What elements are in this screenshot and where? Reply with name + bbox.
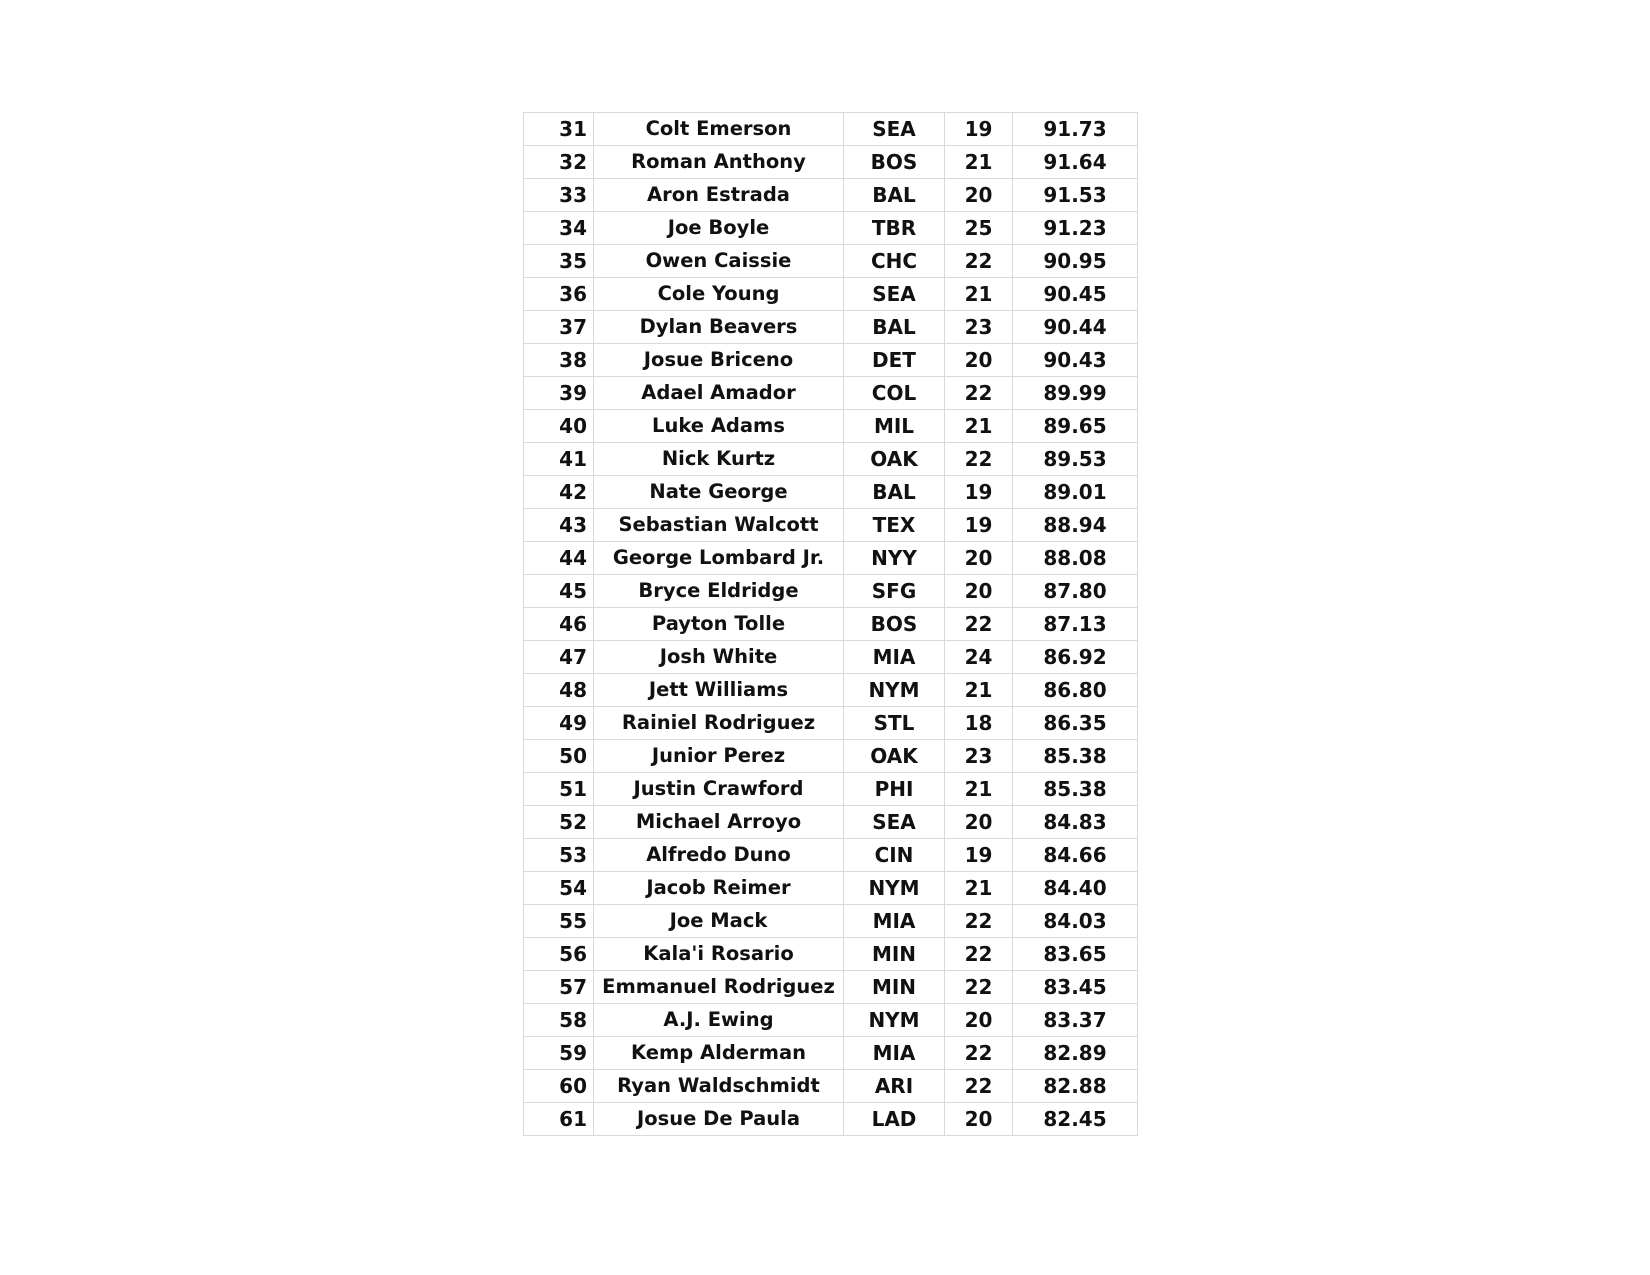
age-cell: 21 <box>945 146 1013 179</box>
team-cell: OAK <box>844 740 945 773</box>
rank-cell: 58 <box>524 1004 594 1037</box>
score-cell: 90.43 <box>1013 344 1138 377</box>
rank-cell: 48 <box>524 674 594 707</box>
prospect-rankings-table <box>523 112 1138 1136</box>
table-row <box>524 938 1138 971</box>
rank-cell: 57 <box>524 971 594 1004</box>
age-cell: 18 <box>945 707 1013 740</box>
team-cell: CIN <box>844 839 945 872</box>
table-row <box>524 410 1138 443</box>
player-name-cell: Nate George <box>594 476 844 509</box>
player-name-cell: Bryce Eldridge <box>594 575 844 608</box>
score-cell: 90.44 <box>1013 311 1138 344</box>
age-cell: 22 <box>945 938 1013 971</box>
table-row <box>524 674 1138 707</box>
rank-cell: 61 <box>524 1103 594 1136</box>
table-row <box>524 542 1138 575</box>
team-cell: NYM <box>844 674 945 707</box>
table-row <box>524 872 1138 905</box>
rank-cell: 36 <box>524 278 594 311</box>
table-row <box>524 971 1138 1004</box>
player-name-cell: Junior Perez <box>594 740 844 773</box>
team-cell: TEX <box>844 509 945 542</box>
table-row <box>524 1070 1138 1103</box>
team-cell: TBR <box>844 212 945 245</box>
score-cell: 90.45 <box>1013 278 1138 311</box>
player-name-cell: Owen Caissie <box>594 245 844 278</box>
age-cell: 24 <box>945 641 1013 674</box>
team-cell: SEA <box>844 806 945 839</box>
rank-cell: 42 <box>524 476 594 509</box>
age-cell: 22 <box>945 1070 1013 1103</box>
score-cell: 89.53 <box>1013 443 1138 476</box>
player-name-cell: Justin Crawford <box>594 773 844 806</box>
team-cell: COL <box>844 377 945 410</box>
score-cell: 85.38 <box>1013 773 1138 806</box>
score-cell: 91.64 <box>1013 146 1138 179</box>
table-row <box>524 509 1138 542</box>
table-row <box>524 146 1138 179</box>
score-cell: 86.80 <box>1013 674 1138 707</box>
age-cell: 25 <box>945 212 1013 245</box>
score-cell: 85.38 <box>1013 740 1138 773</box>
player-name-cell: Josue De Paula <box>594 1103 844 1136</box>
team-cell: OAK <box>844 443 945 476</box>
player-name-cell: Kala'i Rosario <box>594 938 844 971</box>
player-name-cell: A.J. Ewing <box>594 1004 844 1037</box>
table-row <box>524 113 1138 146</box>
age-cell: 21 <box>945 872 1013 905</box>
age-cell: 21 <box>945 674 1013 707</box>
rank-cell: 33 <box>524 179 594 212</box>
player-name-cell: Emmanuel Rodriguez <box>594 971 844 1004</box>
age-cell: 22 <box>945 608 1013 641</box>
player-name-cell: Aron Estrada <box>594 179 844 212</box>
rank-cell: 53 <box>524 839 594 872</box>
table-row <box>524 245 1138 278</box>
player-name-cell: Joe Mack <box>594 905 844 938</box>
table-row <box>524 740 1138 773</box>
table-row <box>524 773 1138 806</box>
team-cell: BOS <box>844 608 945 641</box>
score-cell: 88.08 <box>1013 542 1138 575</box>
score-cell: 88.94 <box>1013 509 1138 542</box>
rank-cell: 39 <box>524 377 594 410</box>
team-cell: BOS <box>844 146 945 179</box>
player-name-cell: Colt Emerson <box>594 113 844 146</box>
team-cell: CHC <box>844 245 945 278</box>
player-name-cell: Payton Tolle <box>594 608 844 641</box>
rank-cell: 46 <box>524 608 594 641</box>
team-cell: NYM <box>844 872 945 905</box>
table-row <box>524 179 1138 212</box>
player-name-cell: Jacob Reimer <box>594 872 844 905</box>
rank-cell: 31 <box>524 113 594 146</box>
rank-cell: 59 <box>524 1037 594 1070</box>
player-name-cell: Nick Kurtz <box>594 443 844 476</box>
score-cell: 86.35 <box>1013 707 1138 740</box>
table-row <box>524 311 1138 344</box>
score-cell: 84.40 <box>1013 872 1138 905</box>
player-name-cell: Josh White <box>594 641 844 674</box>
rank-cell: 60 <box>524 1070 594 1103</box>
team-cell: MIN <box>844 971 945 1004</box>
score-cell: 87.13 <box>1013 608 1138 641</box>
age-cell: 19 <box>945 839 1013 872</box>
score-cell: 91.73 <box>1013 113 1138 146</box>
rankings-table-body <box>524 113 1138 1136</box>
score-cell: 84.03 <box>1013 905 1138 938</box>
player-name-cell: Jett Williams <box>594 674 844 707</box>
team-cell: SEA <box>844 278 945 311</box>
score-cell: 89.99 <box>1013 377 1138 410</box>
score-cell: 89.65 <box>1013 410 1138 443</box>
score-cell: 91.23 <box>1013 212 1138 245</box>
rank-cell: 56 <box>524 938 594 971</box>
player-name-cell: Rainiel Rodriguez <box>594 707 844 740</box>
score-cell: 82.88 <box>1013 1070 1138 1103</box>
score-cell: 86.92 <box>1013 641 1138 674</box>
age-cell: 20 <box>945 575 1013 608</box>
rank-cell: 32 <box>524 146 594 179</box>
rank-cell: 52 <box>524 806 594 839</box>
rank-cell: 49 <box>524 707 594 740</box>
team-cell: LAD <box>844 1103 945 1136</box>
table-row <box>524 377 1138 410</box>
age-cell: 22 <box>945 971 1013 1004</box>
score-cell: 89.01 <box>1013 476 1138 509</box>
age-cell: 22 <box>945 443 1013 476</box>
age-cell: 20 <box>945 542 1013 575</box>
team-cell: SFG <box>844 575 945 608</box>
age-cell: 20 <box>945 806 1013 839</box>
table-row <box>524 806 1138 839</box>
rank-cell: 55 <box>524 905 594 938</box>
team-cell: MIA <box>844 1037 945 1070</box>
team-cell: BAL <box>844 179 945 212</box>
age-cell: 19 <box>945 476 1013 509</box>
team-cell: BAL <box>844 311 945 344</box>
rank-cell: 37 <box>524 311 594 344</box>
team-cell: SEA <box>844 113 945 146</box>
team-cell: PHI <box>844 773 945 806</box>
player-name-cell: Luke Adams <box>594 410 844 443</box>
player-name-cell: Ryan Waldschmidt <box>594 1070 844 1103</box>
team-cell: DET <box>844 344 945 377</box>
age-cell: 20 <box>945 344 1013 377</box>
age-cell: 22 <box>945 1037 1013 1070</box>
player-name-cell: Roman Anthony <box>594 146 844 179</box>
score-cell: 84.83 <box>1013 806 1138 839</box>
age-cell: 23 <box>945 740 1013 773</box>
team-cell: MIA <box>844 905 945 938</box>
age-cell: 21 <box>945 278 1013 311</box>
age-cell: 19 <box>945 113 1013 146</box>
score-cell: 82.45 <box>1013 1103 1138 1136</box>
table-row <box>524 476 1138 509</box>
table-row <box>524 1103 1138 1136</box>
rankings-table-container <box>523 112 1138 1136</box>
player-name-cell: Dylan Beavers <box>594 311 844 344</box>
score-cell: 83.65 <box>1013 938 1138 971</box>
age-cell: 22 <box>945 377 1013 410</box>
age-cell: 20 <box>945 1004 1013 1037</box>
score-cell: 87.80 <box>1013 575 1138 608</box>
rank-cell: 41 <box>524 443 594 476</box>
table-row <box>524 1004 1138 1037</box>
score-cell: 82.89 <box>1013 1037 1138 1070</box>
team-cell: ARI <box>844 1070 945 1103</box>
age-cell: 21 <box>945 410 1013 443</box>
team-cell: STL <box>844 707 945 740</box>
player-name-cell: Josue Briceno <box>594 344 844 377</box>
rank-cell: 43 <box>524 509 594 542</box>
rank-cell: 34 <box>524 212 594 245</box>
team-cell: MIL <box>844 410 945 443</box>
player-name-cell: Sebastian Walcott <box>594 509 844 542</box>
table-row <box>524 1037 1138 1070</box>
table-row <box>524 641 1138 674</box>
rank-cell: 44 <box>524 542 594 575</box>
player-name-cell: Kemp Alderman <box>594 1037 844 1070</box>
score-cell: 91.53 <box>1013 179 1138 212</box>
table-row <box>524 905 1138 938</box>
age-cell: 22 <box>945 905 1013 938</box>
rank-cell: 35 <box>524 245 594 278</box>
rank-cell: 51 <box>524 773 594 806</box>
table-row <box>524 707 1138 740</box>
score-cell: 90.95 <box>1013 245 1138 278</box>
table-row <box>524 575 1138 608</box>
age-cell: 21 <box>945 773 1013 806</box>
rank-cell: 45 <box>524 575 594 608</box>
rank-cell: 47 <box>524 641 594 674</box>
score-cell: 83.37 <box>1013 1004 1138 1037</box>
player-name-cell: Alfredo Duno <box>594 839 844 872</box>
table-row <box>524 839 1138 872</box>
player-name-cell: Michael Arroyo <box>594 806 844 839</box>
age-cell: 19 <box>945 509 1013 542</box>
player-name-cell: Adael Amador <box>594 377 844 410</box>
table-row <box>524 212 1138 245</box>
table-row <box>524 278 1138 311</box>
age-cell: 20 <box>945 1103 1013 1136</box>
table-row <box>524 344 1138 377</box>
rank-cell: 50 <box>524 740 594 773</box>
team-cell: NYM <box>844 1004 945 1037</box>
team-cell: MIA <box>844 641 945 674</box>
rank-cell: 54 <box>524 872 594 905</box>
rank-cell: 40 <box>524 410 594 443</box>
age-cell: 20 <box>945 179 1013 212</box>
table-row <box>524 608 1138 641</box>
score-cell: 83.45 <box>1013 971 1138 1004</box>
age-cell: 23 <box>945 311 1013 344</box>
team-cell: MIN <box>844 938 945 971</box>
team-cell: BAL <box>844 476 945 509</box>
player-name-cell: Joe Boyle <box>594 212 844 245</box>
table-row <box>524 443 1138 476</box>
player-name-cell: Cole Young <box>594 278 844 311</box>
team-cell: NYY <box>844 542 945 575</box>
player-name-cell: George Lombard Jr. <box>594 542 844 575</box>
score-cell: 84.66 <box>1013 839 1138 872</box>
age-cell: 22 <box>945 245 1013 278</box>
rank-cell: 38 <box>524 344 594 377</box>
